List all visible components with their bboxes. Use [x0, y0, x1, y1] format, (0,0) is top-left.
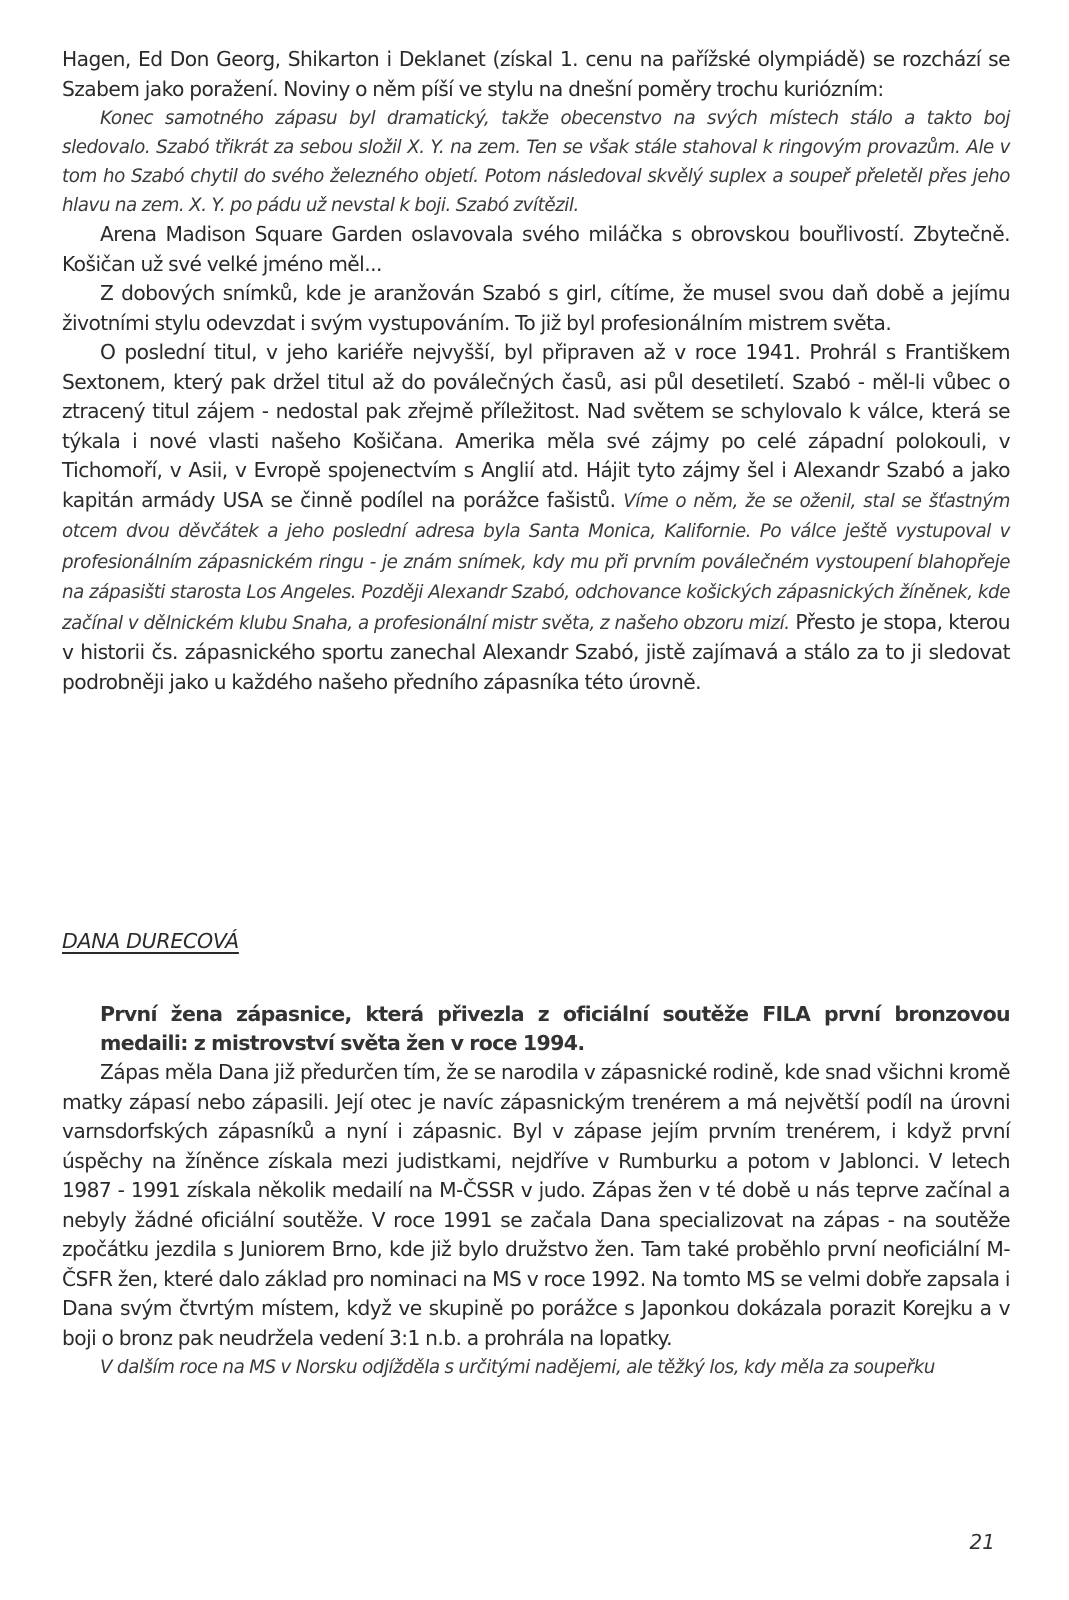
section-heading: DANA DURECOVÁ: [62, 929, 239, 953]
paragraph-period-photos: Z dobových snímků, kde je aranžován Szabó s girl, cítíme, že musel svou daň době a jejímu životními stylu odevzdat i svým vystupováním. To již byl profesionálním mistrem světa.: [62, 281, 1010, 335]
text-run: Přesto je stopa, kterou v historii čs. zápasnického sportu zanechal Alexandr Szabó, jistě zajímavá a stálo za to ji sledovat podrobněji jako u každého našeho předního zápasníka této úrovně.: [62, 609, 1010, 694]
paragraph-madison-square-garden: Arena Madison Square Garden oslavovala svého miláčka s obrovskou bouřlivostí. Zbytečně. Košičan už své velké jméno měl...: [62, 222, 1010, 276]
paragraph-family-background: Zápas měla Dana již předurčen tím, že se narodila v zápasnické rodině, kde snad všichni kromě matky zápasí nebo zápasili. Její otec je navíc zápasnickým trenérem a má největší podíl na úrovni varnsdorfských zápasníků a nyní i zápasnic. Byl v zápase jejím prvním trenérem, i když první úspěchy na žíněnce získala mezi judistkami, nejdříve v Rumburku a potom v Jablonci. V letech 1987 - 1991 získala několik medailí na M-ČSSR v judo. Zápas žen v té době u nás teprve začínal a nebyly žádné oficiální soutěže. V roce 1991 se začala Dana specializovat na zápas - na soutěže zpočátku jezdila s Juniorem Brno, kde již bylo družstvo žen. Tam také proběhlo první neoficiální M-ČSFR žen, které dalo základ pro nominaci na MS v roce 1992. Na tomto MS se velmi dobře zapsala i Dana svým čtvrtým místem, když ve skupině po porážce s Japonkou dokázala porazit Korejku a v boji o bronz pak neudržela vedení 3:1 n.b. a prohrála na lopatky.: [62, 1060, 1010, 1350]
text-run: O poslední titul, v jeho kariéře nejvyšší, byl připraven až v roce 1941. Prohrál s Františkem Sextonem, který pak držel titul až do poválečných časů, asi půl desetiletí. Szabó - měl-li vůbec o ztracený titul zájem - nedostal pak zřejmě příležitost. Nad světem se schylovalo k válce, která se týkala i nové vlasti našeho Košičana. Amerika měla své zájmy po celé západní polokouli, v Tichomoří, v Asii, v Evropě spojenectvím s Anglií atd. Hájit tyto zájmy šel i Alexandr Szabó a jako kapitán armády USA se činně podílel na porážce fašistů.: [62, 340, 1010, 512]
article-continuation: [62, 45, 1010, 697]
paragraph-opponents: Hagen, Ed Don Georg, Shikarton i Deklanet (získal 1. cenu na pařížské olympiádě) se rozchází se Szabem jako poražení. Noviny o něm píší ve stylu na dnešní poměry trochu kuriózním:: [62, 47, 1010, 101]
page-number: 21: [969, 1530, 995, 1554]
newspaper-quote: Konec samotného zápasu byl dramatický, takže obecenstvo na svých místech stálo a takto boj sledovalo. Szabó třikrát za sebou složil X. Y. na zem. Ten se však stále stahoval k ringovým provazům. Ale v tom ho Szabó chytil do svého železného objetí. Potom následoval skvělý suplex a soupeř přeletěl přes jeho hlavu na zem. X. Y. po pádu už nevstal k boji. Szabó zvítězil.: [62, 108, 1010, 216]
paragraph-last-title: [62, 338, 1010, 697]
section-body: [62, 1000, 1010, 1382]
paragraph-next-year: V dalším roce na MS v Norsku odjížděla s určitými nadějemi, ale těžký los, kdy měla za soupeřku: [100, 1357, 935, 1378]
section-lead: První žena zápasnice, která přivezla z oficiální soutěže FILA první bronzovou medaili: z mistrovství světa žen v roce 1994.: [100, 1002, 1010, 1055]
italic-run: Víme o něm, že se oženil, stal se šťastným otcem dvou děvčátek a jeho poslední adresa byla Santa Monica, Kalifornie. Po válce ještě vystupoval v profesionálním zápasnickém ringu - je znám snímek, kdy mu při prvním poválečném vystoupení blahopřeje na zápasišti starosta Los Angeles. Později Alexandr Szabó, odchovance košických zápasnických žíněnek, kde začínal v dělnickém klubu Snaha, a profesionální mistr světa, z našeho obzoru mizí.: [62, 490, 1010, 634]
